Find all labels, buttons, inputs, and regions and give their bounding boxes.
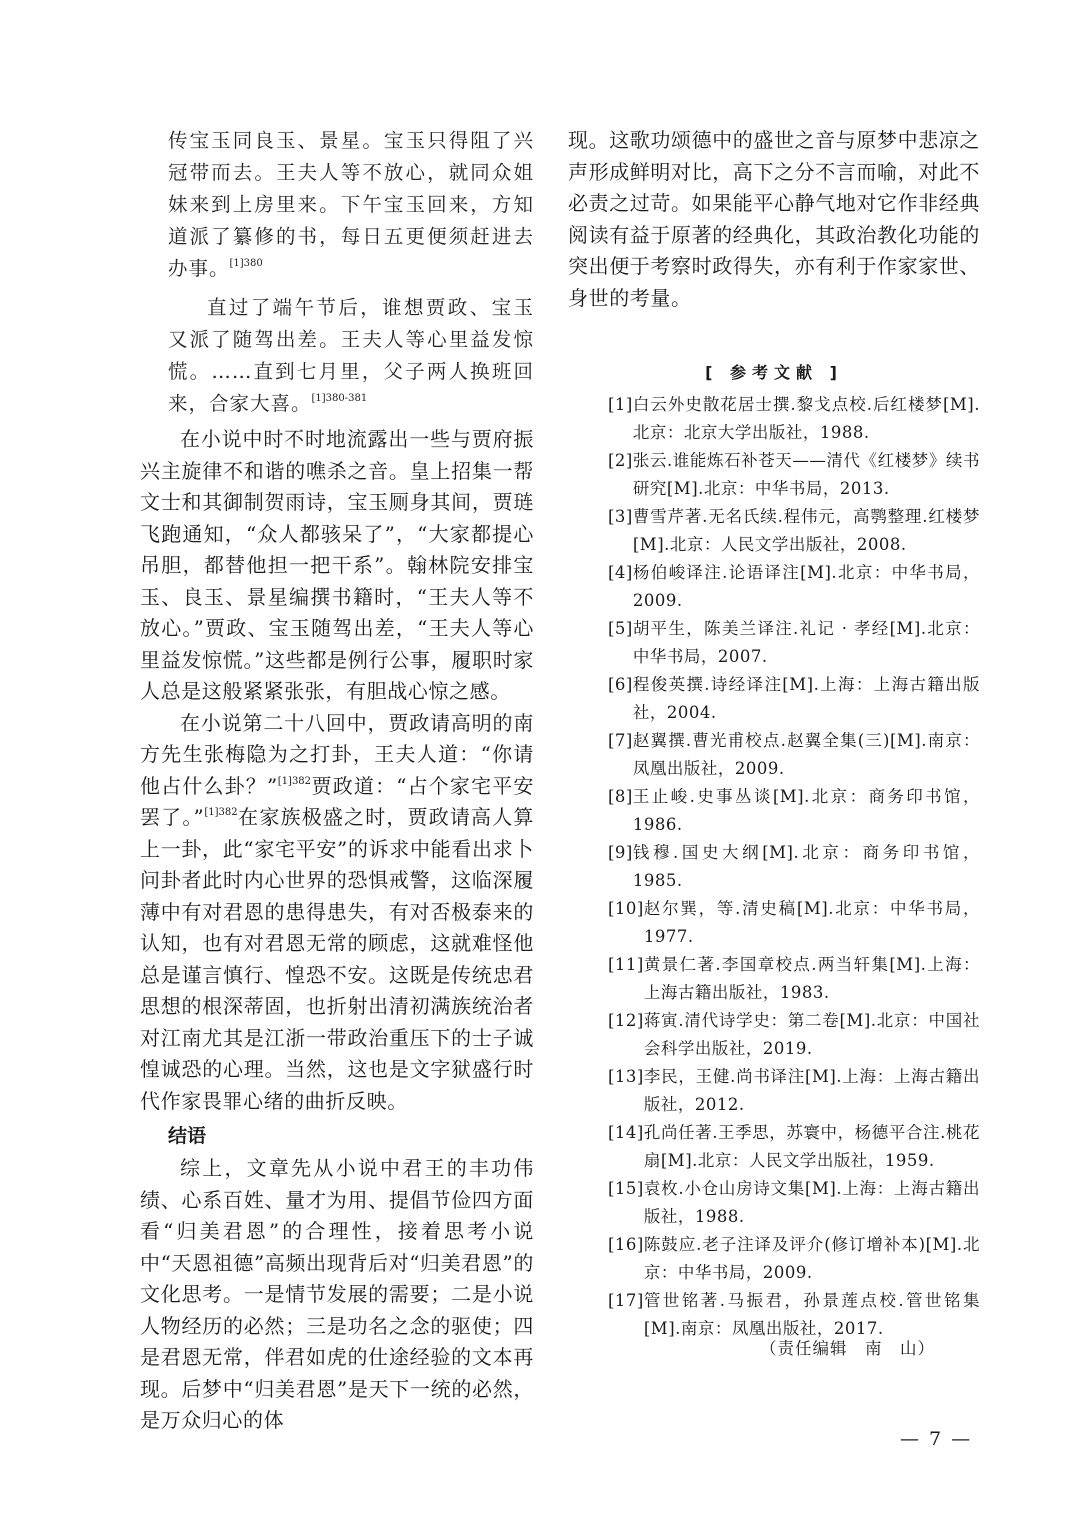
reference-text: 王止峻.史事丛谈[M].北京：商务印书馆，1986. (632, 787, 980, 834)
reference-item (568, 559, 980, 615)
reference-number: [14] (608, 1123, 644, 1142)
reference-item (568, 895, 980, 951)
block-quote-1 (140, 125, 534, 285)
body-paragraph-2 (140, 708, 534, 1118)
reference-number: [16] (608, 1235, 644, 1254)
reference-number: [5] (608, 619, 633, 638)
reference-item (568, 951, 980, 1007)
reference-number: [4] (608, 563, 633, 582)
citation: [1]380-381 (311, 393, 368, 404)
reference-text: 管世铭著.马振君，孙景莲点校.管世铭集[M].南京：凤凰出版社，2017. (643, 1291, 980, 1338)
reference-number: [9] (608, 843, 633, 862)
body-paragraph-1: 在小说中时不时地流露出一些与贾府振兴主旋律不和谐的噍杀之音。皇上招集一帮文士和其御制贺雨诗，宝玉厕身其间，贾琏飞跑通知，“众人都骇呆了”，“大家都提心吊胆，都替他担一把干系”。翰林院安排宝玉、良玉、景星编撰书籍时，“王夫人等不放心。”贾政、宝玉随驾出差，“王夫人等心里益发惊慌。”这些都是例行公事，履职时家人总是这般紧紧张张，有胆战心惊之感。 (140, 427, 534, 703)
reference-item (568, 391, 980, 447)
reference-text: 钱穆.国史大纲[M].北京：商务印书馆，1985. (632, 843, 980, 890)
reference-text: 曹雪芹著.无名氏续.程伟元，高鹗整理.红楼梦[M].北京：人民文学出版社，2008. (632, 507, 980, 554)
reference-text: 程俊英撰.诗经译注[M].上海：上海古籍出版社，2004. (632, 675, 980, 722)
paragraph-2-part-1: 在小说第二十八回中，贾政请高明的南方先生张梅隐为之打卦，王夫人道：“你请他占什么卦？” (140, 710, 534, 798)
quote-1-text: 传宝玉同良玉、景星。宝玉只得阻了兴冠带而去。王夫人等不放心，就同众姐妹来到上房里来。下午宝玉回来，方知道派了纂修的书，每日五更便须赶进去办事。 (168, 129, 534, 280)
reference-number: [11] (608, 955, 644, 974)
reference-item (568, 783, 980, 839)
reference-item (568, 615, 980, 671)
reference-text: 孔尚任著.王季思，苏寰中，杨德平合注.桃花扇[M].北京：人民文学出版社，1959. (643, 1123, 980, 1170)
reference-number: [3] (608, 507, 633, 526)
page-number: — 7 — (900, 1428, 973, 1450)
reference-text: 胡平生，陈美兰译注.礼记 · 孝经[M].北京：中华书局，2007. (632, 619, 980, 666)
right-column (568, 125, 980, 1343)
reference-list (568, 391, 980, 1343)
block-quote-2 (140, 292, 534, 420)
reference-number: [6] (608, 675, 633, 694)
reference-item (568, 839, 980, 895)
reference-number: [2] (608, 451, 633, 470)
reference-number: [1] (608, 395, 633, 414)
reference-item (568, 447, 980, 503)
reference-item (568, 1063, 980, 1119)
reference-item (568, 1231, 980, 1287)
reference-number: [17] (608, 1291, 644, 1310)
citation: [1]382 (204, 807, 238, 818)
reference-number: [12] (608, 1011, 644, 1030)
citation: [1]382 (277, 775, 312, 787)
reference-text: 李民，王健.尚书译注[M].上海：上海古籍出版社，2012. (643, 1067, 980, 1114)
reference-text: 张云.谁能炼石补苍天——清代《红楼梦》续书研究[M].北京：中华书局，2013. (632, 451, 980, 498)
responsible-editor: （责任编辑 南 山） (760, 1339, 935, 1358)
section-heading-conclusion: 结语 (168, 1125, 207, 1147)
references-title: [ 参考文献 ] (705, 363, 843, 382)
reference-text: 杨伯峻译注.论语译注[M].北京：中华书局，2009. (632, 563, 980, 610)
reference-item (568, 1119, 980, 1175)
paragraph-2-part-3: 在家族极盛之时，贾政请高人算上一卦，此“家宅平安”的诉求中能看出求卜问卦者此时内心世界的恐惧戒警，这临深履薄中有对君恩的患得患失，有对否极泰来的认知，也有对君恩无常的顾虑，这就难怪他总是谨言慎行、惶恐不安。这既是传统忠君思想的根深蒂固，也折射出清初满族统治者对江南尤其是江浙一带政治重压下的士子诚惶诚恐的心理。当然，这也是文字狱盛行时代作家畏罪心绪的曲折反映。 (140, 805, 534, 1113)
body-paragraph-3: 综上，文章先从小说中君王的丰功伟绩、心系百姓、量才为用、提倡节俭四方面看“归美君恩”的合理性，接着思考小说中“天恩祖德”高频出现背后对“归美君恩”的文化思考。一是情节发展的需要；二是小说人物经历的必然；三是功名之念的驱使；四是君恩无常，伴君如虎的仕途经验的文本再现。后梦中“归美君恩”是天下一统的必然，是万众归心的体 (140, 1156, 534, 1432)
reference-item (568, 1175, 980, 1231)
reference-number: [8] (608, 787, 633, 806)
reference-item (568, 727, 980, 783)
reference-number: [7] (608, 731, 633, 750)
reference-text: 赵尔巽，等.清史稿[M].北京：中华书局，1977. (643, 899, 980, 946)
reference-item (568, 671, 980, 727)
reference-text: 黄景仁著.李国章校点.两当轩集[M].上海：上海古籍出版社，1983. (643, 955, 980, 1002)
quote-2-text: 直过了端午节后，谁想贾政、宝玉又派了随驾出差。王夫人等心里益发惊慌。……直到七月里，父子两人换班回来，合家大喜。 (168, 296, 534, 415)
left-column (140, 125, 534, 1437)
reference-item (568, 1007, 980, 1063)
paragraph-2-part-2: 贾政道：“占个家宅平安罢了。” (140, 773, 534, 829)
citation: [1]380 (229, 258, 263, 269)
body-paragraph-continued: 现。这歌功颂德中的盛世之音与原梦中悲凉之声形成鲜明对比，高下之分不言而喻，对此不必责之过苛。如果能平心静气地对它作非经典阅读有益于原著的经典化，其政治教化功能的突出便于考察时政得失，亦有利于作家家世、身世的考量。 (568, 128, 980, 310)
reference-item (568, 503, 980, 559)
reference-number: [10] (608, 899, 644, 918)
reference-text: 白云外史散花居士撰.黎戈点校.后红楼梦[M].北京：北京大学出版社，1988. (632, 395, 980, 442)
reference-number: [13] (608, 1067, 644, 1086)
reference-text: 陈鼓应.老子注译及评介(修订增补本)[M].北京：中华书局，2009. (643, 1235, 980, 1282)
reference-text: 袁枚.小仓山房诗文集[M].上海：上海古籍出版社，1988. (643, 1179, 980, 1226)
reference-number: [15] (608, 1179, 644, 1198)
reference-text: 蒋寅.清代诗学史：第二卷[M].北京：中国社会科学出版社，2019. (643, 1011, 980, 1058)
reference-text: 赵翼撰.曹光甫校点.赵翼全集(三)[M].南京：凤凰出版社，2009. (632, 731, 980, 778)
